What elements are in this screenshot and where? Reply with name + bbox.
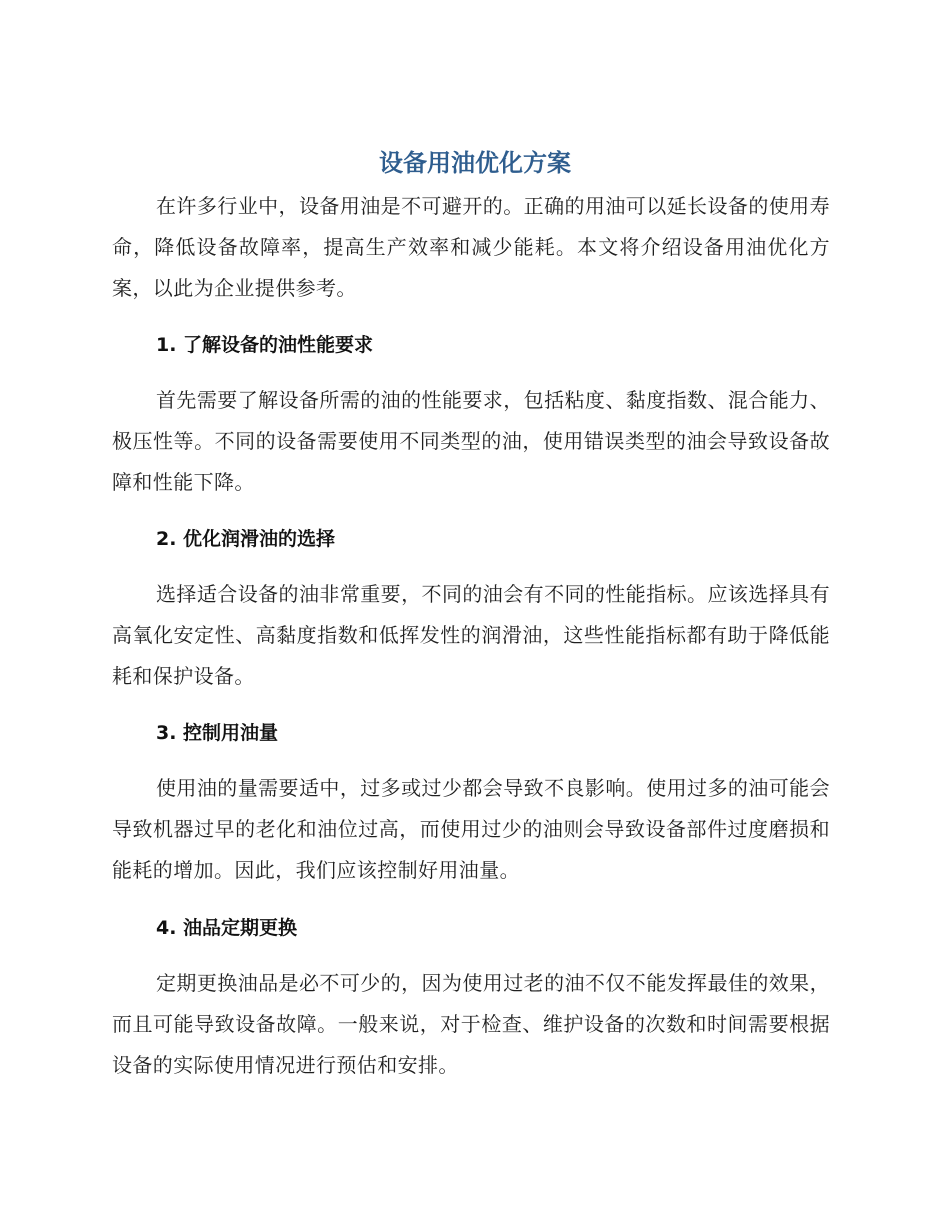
intro-paragraph: 在许多行业中，设备用油是不可避开的。正确的用油可以延长设备的使用寿命，降低设备故障率，提高生产效率和减少能耗。本文将介绍设备用油优化方案，以此为企业提供参考。 (112, 194, 830, 300)
document-title: 设备用油优化方案 (379, 149, 571, 177)
section-heading-1: 1. 了解设备的油性能要求 (156, 334, 374, 356)
section-heading-3: 3. 控制用油量 (156, 722, 279, 744)
section-body-4: 定期更换油品是必不可少的，因为使用过老的油不仅不能发挥最佳的效果，而且可能导致设备故障。一般来说，对于检查、维护设备的次数和时间需要根据设备的实际使用情况进行预估和安排。 (112, 971, 830, 1077)
section-body-1: 首先需要了解设备所需的油的性能要求，包括粘度、黏度指数、混合能力、极压性等。不同的设备需要使用不同类型的油，使用错误类型的油会导致设备故障和性能下降。 (112, 388, 830, 494)
section-body-2: 选择适合设备的油非常重要，不同的油会有不同的性能指标。应该选择具有高氧化安定性、高黏度指数和低挥发性的润滑油，这些性能指标都有助于降低能耗和保护设备。 (112, 582, 830, 688)
section-heading-4: 4. 油品定期更换 (156, 917, 298, 939)
section-body-3: 使用油的量需要适中，过多或过少都会导致不良影响。使用过多的油可能会导致机器过早的老化和油位过高，而使用过少的油则会导致设备部件过度磨损和能耗的增加。因此，我们应该控制好用油量。 (112, 776, 830, 882)
section-heading-2: 2. 优化润滑油的选择 (156, 528, 336, 550)
